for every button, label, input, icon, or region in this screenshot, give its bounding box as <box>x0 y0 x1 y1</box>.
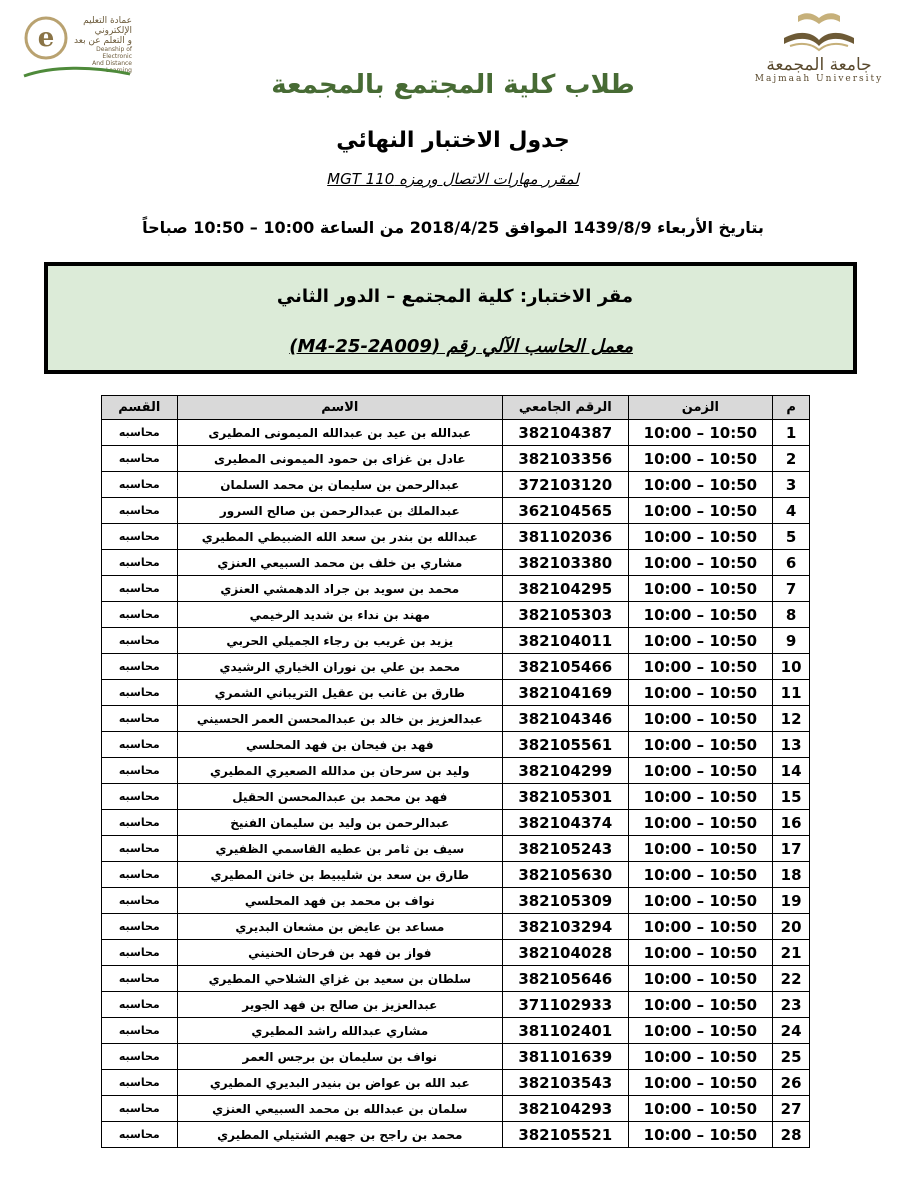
row-number: 6 <box>773 550 810 576</box>
exam-time: 10:00 – 10:50 <box>628 524 773 550</box>
row-number: 12 <box>773 706 810 732</box>
student-name: سيف بن ثامر بن عطيه القاسمي الظفيري <box>177 836 502 862</box>
department: محاسبه <box>102 1070 178 1096</box>
student-id: 382104299 <box>503 758 629 784</box>
exam-time: 10:00 – 10:50 <box>628 784 773 810</box>
row-number: 4 <box>773 498 810 524</box>
exam-time: 10:00 – 10:50 <box>628 602 773 628</box>
table-row <box>102 680 810 706</box>
exam-time: 10:00 – 10:50 <box>628 940 773 966</box>
students-table <box>101 395 810 1148</box>
table-row <box>102 758 810 784</box>
exam-time: 10:00 – 10:50 <box>628 862 773 888</box>
student-name: عادل بن غزاى بن حمود الميمونى المطيرى <box>177 446 502 472</box>
row-number: 20 <box>773 914 810 940</box>
university-name-arabic: جامعة المجمعة <box>766 55 872 75</box>
student-id: 382104169 <box>503 680 629 706</box>
row-number: 1 <box>773 420 810 446</box>
student-name: عبدالرحمن بن وليد بن سليمان الفنيخ <box>177 810 502 836</box>
student-id: 382105303 <box>503 602 629 628</box>
svg-text:e: e <box>37 23 55 53</box>
department: محاسبه <box>102 420 178 446</box>
header-dept: القسم <box>102 396 178 420</box>
student-id: 382103543 <box>503 1070 629 1096</box>
table-row <box>102 888 810 914</box>
student-id: 371102933 <box>503 992 629 1018</box>
exam-time: 10:00 – 10:50 <box>628 836 773 862</box>
department: محاسبه <box>102 732 178 758</box>
table-row <box>102 472 810 498</box>
student-id: 382105521 <box>503 1122 629 1148</box>
student-name: سلمان بن عبدالله بن محمد السبيعي العنزي <box>177 1096 502 1122</box>
department: محاسبه <box>102 914 178 940</box>
student-id: 381101639 <box>503 1044 629 1070</box>
student-id: 382104374 <box>503 810 629 836</box>
table-row <box>102 654 810 680</box>
table-row <box>102 1122 810 1148</box>
table-row <box>102 420 810 446</box>
department: محاسبه <box>102 1044 178 1070</box>
exam-time: 10:00 – 10:50 <box>628 966 773 992</box>
row-number: 9 <box>773 628 810 654</box>
table-row <box>102 1096 810 1122</box>
student-name: مشاري عبدالله راشد المطيري <box>177 1018 502 1044</box>
row-number: 17 <box>773 836 810 862</box>
department: محاسبه <box>102 758 178 784</box>
department: محاسبه <box>102 784 178 810</box>
student-id: 382105630 <box>503 862 629 888</box>
deanship-english-2: And Distance Learning <box>92 60 132 74</box>
student-name: محمد بن علي بن نوران الخياري الرشيدي <box>177 654 502 680</box>
department: محاسبه <box>102 446 178 472</box>
deanship-line-3: و التعلم عن بعد <box>74 36 132 46</box>
student-id: 382104295 <box>503 576 629 602</box>
department: محاسبه <box>102 836 178 862</box>
department: محاسبه <box>102 810 178 836</box>
table-row <box>102 810 810 836</box>
student-name: محمد بن راجح بن جهيم الشتيلي المطيري <box>177 1122 502 1148</box>
table-row <box>102 836 810 862</box>
student-name: عبدالملك بن عبدالرحمن بن صالح السرور <box>177 498 502 524</box>
exam-time: 10:00 – 10:50 <box>628 888 773 914</box>
table-row <box>102 1018 810 1044</box>
exam-date-line: بتاريخ الأربعاء 1439/8/9 الموافق 2018/4/25 من الساعة 10:00 – 10:50 صباحاً <box>142 218 764 237</box>
row-number: 8 <box>773 602 810 628</box>
student-name: نواف بن محمد بن فهد المحلسي <box>177 888 502 914</box>
course-line: لمقرر مهارات الاتصال ورمزه MGT 110 <box>327 170 579 188</box>
student-id: 381102401 <box>503 1018 629 1044</box>
deanship-line-1: عمادة التعليم <box>83 16 132 26</box>
header-num: م <box>773 396 810 420</box>
header-id: الرقم الجامعي <box>503 396 629 420</box>
department: محاسبه <box>102 888 178 914</box>
department: محاسبه <box>102 628 178 654</box>
student-id: 382105309 <box>503 888 629 914</box>
student-id: 382104387 <box>503 420 629 446</box>
exam-time: 10:00 – 10:50 <box>628 1044 773 1070</box>
row-number: 27 <box>773 1096 810 1122</box>
student-name: عبد الله بن عواض بن بنيدر البديري المطيري <box>177 1070 502 1096</box>
table-row <box>102 1044 810 1070</box>
student-name: فهد بن فيحان بن فهد المحلسي <box>177 732 502 758</box>
student-id: 382104346 <box>503 706 629 732</box>
department: محاسبه <box>102 654 178 680</box>
row-number: 5 <box>773 524 810 550</box>
student-name: عبدالعزيز بن خالد بن عبدالمحسن العمر الحسيني <box>177 706 502 732</box>
table-row <box>102 784 810 810</box>
table-row <box>102 550 810 576</box>
exam-time: 10:00 – 10:50 <box>628 628 773 654</box>
exam-time: 10:00 – 10:50 <box>628 1096 773 1122</box>
student-id: 382103380 <box>503 550 629 576</box>
row-number: 14 <box>773 758 810 784</box>
table-row <box>102 524 810 550</box>
university-name-english: Majmaah University <box>754 74 884 84</box>
row-number: 23 <box>773 992 810 1018</box>
row-number: 24 <box>773 1018 810 1044</box>
row-number: 10 <box>773 654 810 680</box>
exam-time: 10:00 – 10:50 <box>628 758 773 784</box>
exam-time: 10:00 – 10:50 <box>628 654 773 680</box>
table-row <box>102 576 810 602</box>
exam-time: 10:00 – 10:50 <box>628 446 773 472</box>
department: محاسبه <box>102 1096 178 1122</box>
department: محاسبه <box>102 680 178 706</box>
exam-time: 10:00 – 10:50 <box>628 1070 773 1096</box>
student-name: مهند بن نداء بن شديد الرخيمي <box>177 602 502 628</box>
table-row <box>102 914 810 940</box>
department: محاسبه <box>102 992 178 1018</box>
row-number: 28 <box>773 1122 810 1148</box>
student-id: 372103120 <box>503 472 629 498</box>
exam-time: 10:00 – 10:50 <box>628 550 773 576</box>
department: محاسبه <box>102 966 178 992</box>
department: محاسبه <box>102 706 178 732</box>
student-name: محمد بن سويد بن جراد الدهمشي العنزي <box>177 576 502 602</box>
department: محاسبه <box>102 1018 178 1044</box>
student-name: مساعد بن عايض بن مشعان البديري <box>177 914 502 940</box>
exam-time: 10:00 – 10:50 <box>628 914 773 940</box>
student-id: 382104028 <box>503 940 629 966</box>
venue-location: مقر الاختبار: كلية المجتمع – الدور الثاني <box>276 286 633 307</box>
student-name: يزيد بن غريب بن رجاء الجميلي الحربي <box>177 628 502 654</box>
table-row <box>102 602 810 628</box>
table-row <box>102 862 810 888</box>
department: محاسبه <box>102 1122 178 1148</box>
student-id: 382105561 <box>503 732 629 758</box>
student-id: 382104293 <box>503 1096 629 1122</box>
exam-time: 10:00 – 10:50 <box>628 1122 773 1148</box>
row-number: 15 <box>773 784 810 810</box>
student-id: 381102036 <box>503 524 629 550</box>
student-name: نواف بن سليمان بن برجس العمر <box>177 1044 502 1070</box>
row-number: 18 <box>773 862 810 888</box>
row-number: 2 <box>773 446 810 472</box>
department: محاسبه <box>102 940 178 966</box>
department: محاسبه <box>102 576 178 602</box>
table-row <box>102 498 810 524</box>
page-title: طلاب كلية المجتمع بالمجمعة <box>271 70 635 100</box>
department: محاسبه <box>102 602 178 628</box>
row-number: 11 <box>773 680 810 706</box>
table-row <box>102 1070 810 1096</box>
exam-time: 10:00 – 10:50 <box>628 1018 773 1044</box>
department: محاسبه <box>102 472 178 498</box>
exam-time: 10:00 – 10:50 <box>628 992 773 1018</box>
table-row <box>102 628 810 654</box>
row-number: 3 <box>773 472 810 498</box>
exam-time: 10:00 – 10:50 <box>628 732 773 758</box>
deanship-line-2: الإلكتروني <box>94 26 132 36</box>
student-id: 362104565 <box>503 498 629 524</box>
row-number: 22 <box>773 966 810 992</box>
header-time: الزمن <box>628 396 773 420</box>
row-number: 21 <box>773 940 810 966</box>
table-row <box>102 966 810 992</box>
student-name: فواز بن فهد بن فرحان الحنيني <box>177 940 502 966</box>
venue-lab-number: معمل الحاسب الآلي رقم (M4-25-2A009) <box>289 336 633 357</box>
student-id: 382104011 <box>503 628 629 654</box>
row-number: 25 <box>773 1044 810 1070</box>
exam-time: 10:00 – 10:50 <box>628 706 773 732</box>
student-name: عبدالعزيز بن صالح بن فهد الجوير <box>177 992 502 1018</box>
exam-time: 10:00 – 10:50 <box>628 420 773 446</box>
row-number: 7 <box>773 576 810 602</box>
row-number: 16 <box>773 810 810 836</box>
row-number: 19 <box>773 888 810 914</box>
student-id: 382105243 <box>503 836 629 862</box>
exam-time: 10:00 – 10:50 <box>628 810 773 836</box>
student-name: فهد بن محمد بن عبدالمحسن الحقيل <box>177 784 502 810</box>
deanship-english-1: Deanship of Electronic <box>96 46 132 60</box>
exam-time: 10:00 – 10:50 <box>628 680 773 706</box>
student-name: مشاري بن خلف بن محمد السبيعي العنزي <box>177 550 502 576</box>
e-letter-icon <box>24 16 68 60</box>
department: محاسبه <box>102 498 178 524</box>
student-id: 382105301 <box>503 784 629 810</box>
table-row <box>102 940 810 966</box>
student-id: 382103356 <box>503 446 629 472</box>
row-number: 13 <box>773 732 810 758</box>
header-name: الاسم <box>177 396 502 420</box>
student-name: طارق بن غانب بن عقيل التريباني الشمري <box>177 680 502 706</box>
exam-time: 10:00 – 10:50 <box>628 472 773 498</box>
table-row <box>102 732 810 758</box>
department: محاسبه <box>102 862 178 888</box>
open-book-icon <box>774 8 864 56</box>
table-row <box>102 706 810 732</box>
student-id: 382105466 <box>503 654 629 680</box>
student-name: عبدالرحمن بن سليمان بن محمد السلمان <box>177 472 502 498</box>
student-name: عبدالله بن بندر بن سعد الله الضبيطي المطيري <box>177 524 502 550</box>
student-name: وليد بن سرحان بن مدالله الصعيري المطيري <box>177 758 502 784</box>
exam-schedule-heading: جدول الاختبار النهائي <box>336 128 570 153</box>
department: محاسبه <box>102 524 178 550</box>
table-header-row <box>102 396 810 420</box>
exam-venue-box <box>44 262 857 374</box>
student-name: طارق بن سعد بن شليبيط بن خانن المطيري <box>177 862 502 888</box>
student-id: 382103294 <box>503 914 629 940</box>
student-name: سلطان بن سعيد بن غزاي الشلاحي المطيري <box>177 966 502 992</box>
exam-time: 10:00 – 10:50 <box>628 498 773 524</box>
exam-time: 10:00 – 10:50 <box>628 576 773 602</box>
table-row <box>102 992 810 1018</box>
row-number: 26 <box>773 1070 810 1096</box>
student-name: عبدالله بن عيد بن عبدالله الميمونى المطيرى <box>177 420 502 446</box>
student-id: 382105646 <box>503 966 629 992</box>
table-row <box>102 446 810 472</box>
department: محاسبه <box>102 550 178 576</box>
